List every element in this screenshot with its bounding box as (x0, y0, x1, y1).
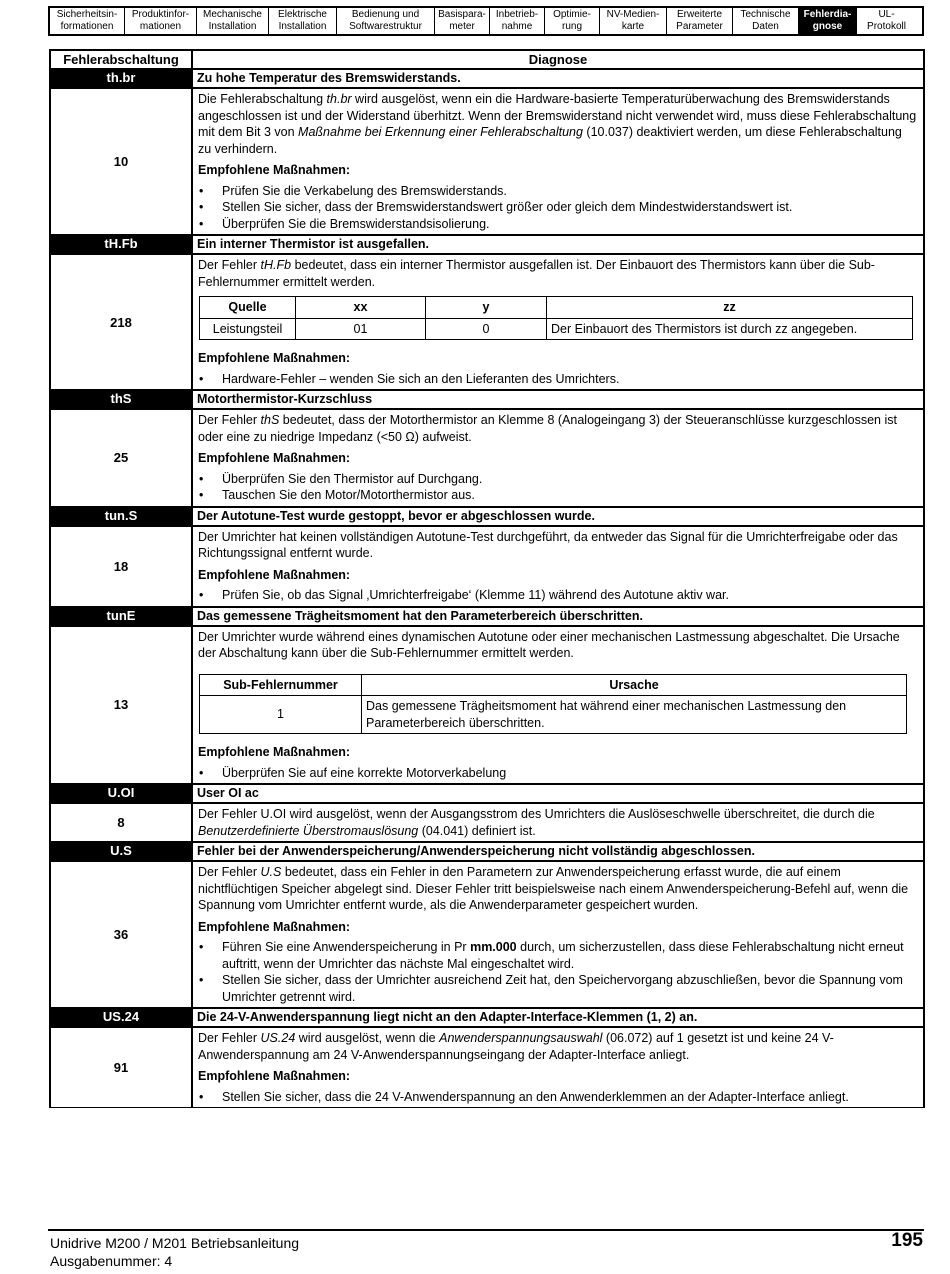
trip-title: User OI ac (192, 784, 924, 803)
list-item: • Prüfen Sie, ob das Signal ‚Umrichterfreigabe‘ (Klemme 11) während des Autotune aktiv war. (198, 587, 917, 604)
recommended-actions-heading: Empfohlene Maßnahmen: (198, 1069, 351, 1083)
recommended-actions-heading: Empfohlene Maßnahmen: (198, 451, 351, 465)
trip-body-row (50, 88, 924, 235)
trip-code: tun.S (50, 507, 192, 526)
tab-fehlerdiagnose[interactable]: Fehlerdia- gnose (799, 8, 857, 34)
recommended-actions-heading: Empfohlene Maßnahmen: (198, 745, 351, 759)
trip-body-row (50, 626, 924, 785)
trip-header-row (50, 607, 924, 626)
sub-table-header: Sub-Fehlernummer (200, 674, 362, 696)
recommended-actions-list (198, 765, 917, 782)
column-header-diagnosis: Diagnose (192, 50, 924, 69)
chapter-navigation (48, 6, 924, 36)
page-number: 195 (891, 1230, 923, 1251)
tab-technische-daten[interactable]: Technische Daten (733, 8, 799, 34)
sub-table-cell: Der Einbauort des Thermistors ist durch zz angegeben. (547, 318, 913, 340)
sub-table-cell: 01 (296, 318, 426, 340)
trip-number: 25 (50, 409, 192, 507)
trip-number: 218 (50, 254, 192, 390)
trip-title: Fehler bei der Anwenderspeicherung/Anwenderspeicherung nicht vollständig abgeschlossen. (192, 842, 924, 861)
recommended-actions-list (198, 939, 917, 1005)
trip-number: 13 (50, 626, 192, 785)
footer-divider (48, 1229, 924, 1231)
trip-body-row (50, 803, 924, 842)
column-header-trip: Fehlerabschaltung (50, 50, 192, 69)
trip-diagnosis (192, 409, 924, 507)
recommended-actions-list (198, 1089, 917, 1106)
list-item: • Überprüfen Sie die Bremswiderstandsisolierung. (198, 216, 917, 233)
trip-header-row (50, 390, 924, 409)
tab-ul-protokoll[interactable]: UL- Protokoll (867, 9, 906, 32)
trip-title: Der Autotune-Test wurde gestoppt, bevor er abgeschlossen wurde. (192, 507, 924, 526)
trip-diagnosis (192, 88, 924, 235)
trip-description: Die Fehlerabschaltung th.br wird ausgelöst, wenn ein die Hardware-basierte Temperaturüberwachung des Bremswiderstands angeschlossen ist und der Widerstand überhitzt. Wenn der Bremswiderstand nicht verwendet wird, muss diese Fehlerabschaltung mit dem Bit 3 von Maßnahme bei Erkennung einer Fehlerabschaltung (10.037) deaktiviert werden, um diese Fehlerabschaltung zu verhindern. (198, 92, 917, 156)
list-item: • Überprüfen Sie auf eine korrekte Motorverkabelung (198, 765, 917, 782)
trip-body-row (50, 1027, 924, 1108)
list-item: • Überprüfen Sie den Thermistor auf Durchgang. (198, 471, 917, 488)
trip-number: 8 (50, 803, 192, 842)
trip-number: 36 (50, 861, 192, 1008)
trip-diagnosis (192, 626, 924, 785)
list-item: • Stellen Sie sicher, dass der Umrichter ausreichend Zeit hat, den Speichervorgang abzuschließen, bevor die Spannung vom Umrichter getrennt wird. (198, 972, 917, 1005)
trip-description: Der Umrichter hat keinen vollständigen Autotune-Test durchgeführt, da entweder das Signal für die Umrichterfreigabe oder das Richtungssignal entfernt wurde. (198, 529, 898, 560)
sub-trip-table (199, 296, 913, 340)
trip-description: Der Fehler US.24 wird ausgelöst, wenn die Anwenderspannungsauswahl (06.072) auf 1 gesetzt ist und keine 24 V-Anwenderspannung am 24 V-Anwenderspannungseingang der Adapter-Interface anliegt. (198, 1031, 834, 1062)
trip-title: Motorthermistor-Kurzschluss (192, 390, 924, 409)
list-item: • Hardware-Fehler – wenden Sie sich an den Lieferanten des Umrichters. (198, 371, 917, 388)
sub-table-cell: 0 (426, 318, 547, 340)
trip-code: tunE (50, 607, 192, 626)
trip-title: Das gemessene Trägheitsmoment hat den Parameterbereich überschritten. (192, 607, 924, 626)
trip-title: Die 24-V-Anwenderspannung liegt nicht an den Adapter-Interface-Klemmen (1, 2) an. (192, 1008, 924, 1027)
tab-basisparameter[interactable]: Basispara- meter (435, 8, 490, 34)
trip-header-row (50, 235, 924, 254)
tab-optimierung[interactable]: Optimie- rung (545, 8, 600, 34)
trip-body-row (50, 861, 924, 1008)
sub-table-header: Ursache (362, 674, 907, 696)
footer-manual-info (50, 1234, 299, 1270)
trip-diagnosis-table (49, 49, 925, 1108)
recommended-actions-list (198, 471, 917, 504)
trip-number: 10 (50, 88, 192, 235)
trip-description: Der Fehler U.OI wird ausgelöst, wenn der Ausgangsstrom des Umrichters die Auslöseschwelle überschreitet, die durch die Benutzerdefinierte Überstromauslösung (04.041) definiert ist. (198, 807, 875, 838)
tab-bedienung-softwarestruktur[interactable]: Bedienung und Softwarestruktur (337, 8, 435, 34)
tab-nv-medienkarte[interactable]: NV-Medien- karte (600, 8, 667, 34)
sub-table-cell: Das gemessene Trägheitsmoment hat während einer mechanischen Lastmessung den Parameterbereich überschritten. (362, 696, 907, 734)
tab-produktinformationen[interactable]: Produktinfor- mationen (125, 8, 197, 34)
list-item: • Tauschen Sie den Motor/Motorthermistor aus. (198, 487, 917, 504)
trip-body-row (50, 254, 924, 390)
tab-inbetriebnahme[interactable]: Inbetrieb- nahme (490, 8, 545, 34)
recommended-actions-list (198, 183, 917, 233)
trip-header-row (50, 842, 924, 861)
tab-sicherheitsinformationen[interactable]: Sicherheitsin- formationen (50, 8, 125, 34)
trip-description: Der Umrichter wurde während eines dynamischen Autotune oder einer mechanischen Lastmessung abgeschaltet. Die Ursache der Abschaltung kann über die Sub-Fehlernummer ermittelt werden. (198, 629, 900, 660)
tab-erweiterte-parameter[interactable]: Erweiterte Parameter (667, 8, 733, 34)
tab-mechanische-installation[interactable]: Mechanische Installation (197, 8, 269, 34)
trip-diagnosis (192, 803, 924, 842)
issue-number: Ausgabenummer: 4 (50, 1253, 173, 1269)
trip-title: Ein interner Thermistor ist ausgefallen. (192, 235, 924, 254)
trip-code: tH.Fb (50, 235, 192, 254)
list-item: • Stellen Sie sicher, dass der Bremswiderstandswert größer oder gleich dem Mindestwiderstandswert ist. (198, 199, 917, 216)
trip-number: 18 (50, 526, 192, 607)
recommended-actions-heading: Empfohlene Maßnahmen: (198, 163, 351, 177)
trip-body-row (50, 409, 924, 507)
trip-diagnosis (192, 254, 924, 390)
recommended-actions-heading: Empfohlene Maßnahmen: (198, 567, 351, 582)
sub-trip-table (199, 674, 907, 735)
sub-table-header: Quelle (200, 297, 296, 319)
trip-code: U.S (50, 842, 192, 861)
recommended-actions-list (198, 371, 917, 388)
recommended-actions-heading: Empfohlene Maßnahmen: (198, 919, 351, 934)
list-item: • Prüfen Sie die Verkabelung des Bremswiderstands. (198, 183, 917, 200)
trip-header-row (50, 784, 924, 803)
tab-elektrische-installation[interactable]: Elektrische Installation (269, 8, 337, 34)
trip-diagnosis (192, 861, 924, 1008)
trip-diagnosis (192, 526, 924, 607)
trip-header-row (50, 1008, 924, 1027)
sub-table-cell: Leistungsteil (200, 318, 296, 340)
trip-description: Der Fehler thS bedeutet, dass der Motorthermistor an Klemme 8 (Analogeingang 3) der Steueranschlüsse kurzgeschlossen ist oder eine zu niedrige Impedanz (<50 Ω) aufweist. (198, 413, 897, 444)
trip-body-row (50, 526, 924, 607)
recommended-actions-list (198, 587, 917, 604)
list-item: • Führen Sie eine Anwenderspeicherung in Pr mm.000 durch, um sicherzustellen, dass diese Fehlerabschaltung nicht erneut auftritt, wenn der Umrichter das nächste Mal eingeschaltet wird. (198, 939, 917, 972)
trip-header-row (50, 507, 924, 526)
trip-code: U.OI (50, 784, 192, 803)
trip-number: 91 (50, 1027, 192, 1108)
trip-description: Der Fehler U.S bedeutet, dass ein Fehler in den Parametern zur Anwenderspeicherung erfasst wurde, die auf einem nichtflüchtigen Speicher abgelegt sind. Dieser Fehler tritt beispielsweise nach einem Anwenderspeicherung-Befehl auf, wenn die Spannung vom Umrichter entfernt wurde, als die Anwenderparameter gespeichert wurden. (198, 865, 909, 912)
sub-table-header: y (426, 297, 547, 319)
trip-diagnosis (192, 1027, 924, 1108)
trip-code: thS (50, 390, 192, 409)
trip-code: US.24 (50, 1008, 192, 1027)
trip-code: th.br (50, 69, 192, 88)
recommended-actions-heading: Empfohlene Maßnahmen: (198, 351, 351, 365)
manual-title: Unidrive M200 / M201 Betriebsanleitung (50, 1235, 300, 1251)
sub-table-header: zz (547, 297, 913, 319)
table-header-row (50, 50, 924, 69)
sub-table-header: xx (296, 297, 426, 319)
trip-description: Der Fehler tH.Fb bedeutet, dass ein interner Thermistor ausgefallen ist. Der Einbauort des Thermistors kann über die Sub-Fehlernummer ermittelt werden. (198, 258, 875, 289)
trip-header-row (50, 69, 924, 88)
sub-table-cell: 1 (200, 696, 362, 734)
trip-title: Zu hohe Temperatur des Bremswiderstands. (192, 69, 924, 88)
list-item: • Stellen Sie sicher, dass die 24 V-Anwenderspannung an den Anwenderklemmen an der Adapter-Interface anliegt. (198, 1089, 917, 1106)
